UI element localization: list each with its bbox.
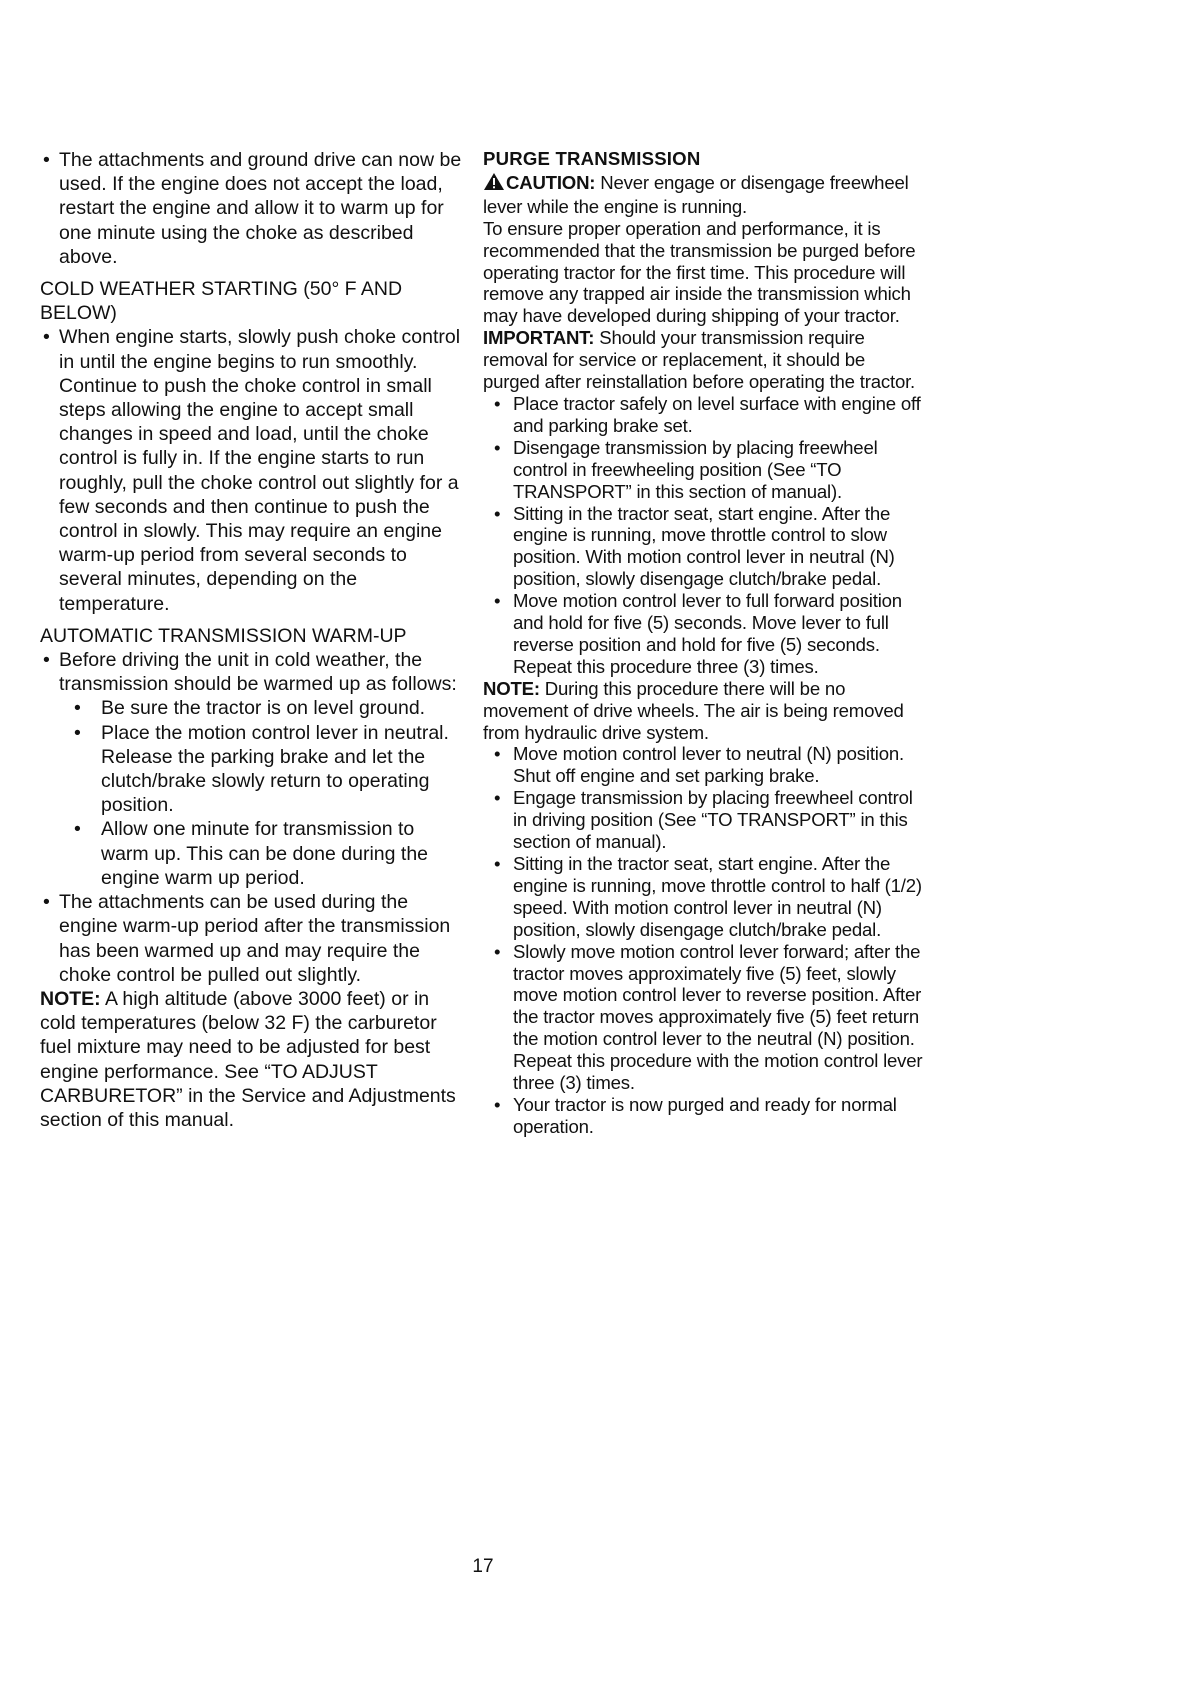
bullet-icon: • bbox=[494, 392, 501, 414]
important-label: IMPORTANT: bbox=[483, 327, 595, 349]
list-item bbox=[483, 590, 923, 678]
list-item bbox=[483, 941, 923, 1094]
list-item bbox=[483, 743, 923, 787]
bullet-icon: • bbox=[74, 697, 81, 720]
sub-list-item bbox=[40, 817, 465, 890]
list-item bbox=[483, 393, 923, 437]
bullet-icon: • bbox=[74, 818, 81, 841]
step-text: Disengage transmission by placing freewheel control in freewheeling position (See “TO TRANSPORT” in this section of manual). bbox=[513, 436, 878, 502]
step-text: Place tractor safely on level surface with engine off and parking brake set. bbox=[513, 392, 921, 436]
warm-up-after-text: The attachments can be used during the engine warm-up period after the transmission has been warmed up and may require the choke control be pulled out slightly. bbox=[59, 891, 451, 986]
bullet-icon: • bbox=[494, 743, 501, 765]
caution-label: CAUTION: bbox=[506, 171, 596, 193]
note-text: A high altitude (above 3000 feet) or in cold temperatures (below 32 F) the carburetor fuel mixture may need to be adjusted for best engine performance. See “TO ADJUST CARBURETOR” in the Service and Adjustments section of this manual. bbox=[40, 987, 456, 1131]
purge-intro-text: To ensure proper operation and performance, it is recommended that the transmission be purged before operating tractor for the first time. This procedure will remove any trapped air inside the transmission which may have developed during shipping of your tractor. bbox=[483, 217, 916, 327]
note-text: During this procedure there will be no movement of drive wheels. The air is being removed from hydraulic drive system. bbox=[483, 677, 904, 743]
list-item bbox=[40, 648, 465, 696]
note-label: NOTE: bbox=[483, 677, 540, 699]
bullet-icon: • bbox=[43, 649, 50, 672]
page-number: 17 bbox=[472, 1556, 494, 1577]
bullet-icon: • bbox=[494, 436, 501, 458]
list-item bbox=[40, 325, 465, 615]
warning-triangle-icon bbox=[483, 172, 505, 196]
cold-weather-heading: COLD WEATHER STARTING (50° F AND BELOW) bbox=[40, 278, 403, 325]
sub-list-item bbox=[40, 721, 465, 818]
list-item bbox=[40, 890, 465, 987]
cold-weather-bullet-text: When engine starts, slowly push choke control in until the engine begins to run smoothly. Continue to push the choke control in small steps allowing the engine to accept small changes in speed and load, until the choke control is fully in. If the engine starts to run roughly, pull the choke control out slightly for a few seconds and then continue to push the control in slowly. This may require an engine warm-up period from several seconds to several minutes, depending on the temperature. bbox=[59, 326, 461, 615]
sub-bullet-text: Allow one minute for transmission to warm up. This can be done during the engine warm up period. bbox=[101, 818, 429, 889]
sub-list-item bbox=[40, 696, 465, 720]
note-label: NOTE: bbox=[40, 987, 101, 1010]
caution-paragraph bbox=[483, 172, 923, 218]
right-column bbox=[483, 148, 923, 1138]
list-item bbox=[483, 503, 923, 591]
bullet-icon: • bbox=[43, 326, 50, 349]
list-item bbox=[483, 787, 923, 853]
left-column bbox=[40, 148, 465, 1132]
warm-up-heading: AUTOMATIC TRANSMISSION WARM-UP bbox=[40, 624, 407, 647]
list-item bbox=[483, 1094, 923, 1138]
list-item bbox=[483, 437, 923, 503]
step-text: Your tractor is now purged and ready for normal operation. bbox=[513, 1093, 897, 1137]
warm-up-bullet-text: Before driving the unit in cold weather, the transmission should be warmed up as follows: bbox=[59, 649, 457, 696]
sub-bullet-text: Be sure the tractor is on level ground. bbox=[101, 697, 426, 720]
list-item bbox=[483, 853, 923, 941]
step-text: Move motion control lever to neutral (N) position. Shut off engine and set parking brake. bbox=[513, 743, 904, 787]
step-text: Engage transmission by placing freewheel control in driving position (See “TO TRANSPORT” in this section of manual). bbox=[513, 787, 913, 853]
step-text: Slowly move motion control lever forward; after the tractor moves approximately five (5) feet, slowly move motion control lever to reverse position. After the tractor moves approximately five (5) feet return the motion control lever to the neutral (N) position. Repeat this procedure with the motion control lever three (3) times. bbox=[513, 940, 923, 1094]
bullet-icon: • bbox=[494, 1093, 501, 1115]
important-text: Should your transmission require removal for service or replacement, it should be purged after reinstallation before operating the tractor. bbox=[483, 327, 916, 393]
step-text: Move motion control lever to full forward position and hold for five (5) seconds. Move lever to full reverse position and hold for five (5) seconds. Repeat this procedure three (3) times. bbox=[513, 590, 902, 677]
sub-bullet-text: Place the motion control lever in neutral. Release the parking brake and let the clutch/brake slowly return to operating position. bbox=[101, 721, 449, 817]
step-text: Sitting in the tractor seat, start engine. After the engine is running, move throttle control to half (1/2) speed. With motion control lever in neutral (N) position, slowly disengage clutch/brake pedal. bbox=[513, 853, 922, 940]
bullet-icon: • bbox=[43, 149, 50, 171]
purge-note-paragraph bbox=[483, 678, 923, 744]
bullet-icon: • bbox=[494, 853, 501, 874]
bullet-icon: • bbox=[74, 721, 81, 744]
step-text: Sitting in the tractor seat, start engine. After the engine is running, move throttle control to slow position. With motion control lever in neutral (N) position, slowly disengage clutch/brake pedal. bbox=[513, 502, 895, 590]
important-paragraph bbox=[483, 327, 923, 393]
caution-text: Never engage or disengage freewheel lever while the engine is running. bbox=[483, 171, 909, 217]
list-item bbox=[40, 148, 465, 269]
bullet-icon: • bbox=[494, 502, 501, 524]
bullet-icon: • bbox=[494, 787, 501, 809]
purge-transmission-heading: PURGE TRANSMISSION bbox=[483, 148, 701, 169]
bullet-icon: • bbox=[494, 590, 501, 612]
intro-bullet-text: The attachments and ground drive can now be used. If the engine does not accept the load, restart the engine and allow it to warm up for one minute using the choke as described above. bbox=[59, 149, 462, 268]
bullet-icon: • bbox=[43, 891, 50, 914]
note-paragraph bbox=[40, 987, 465, 1132]
bullet-icon: • bbox=[494, 940, 501, 962]
